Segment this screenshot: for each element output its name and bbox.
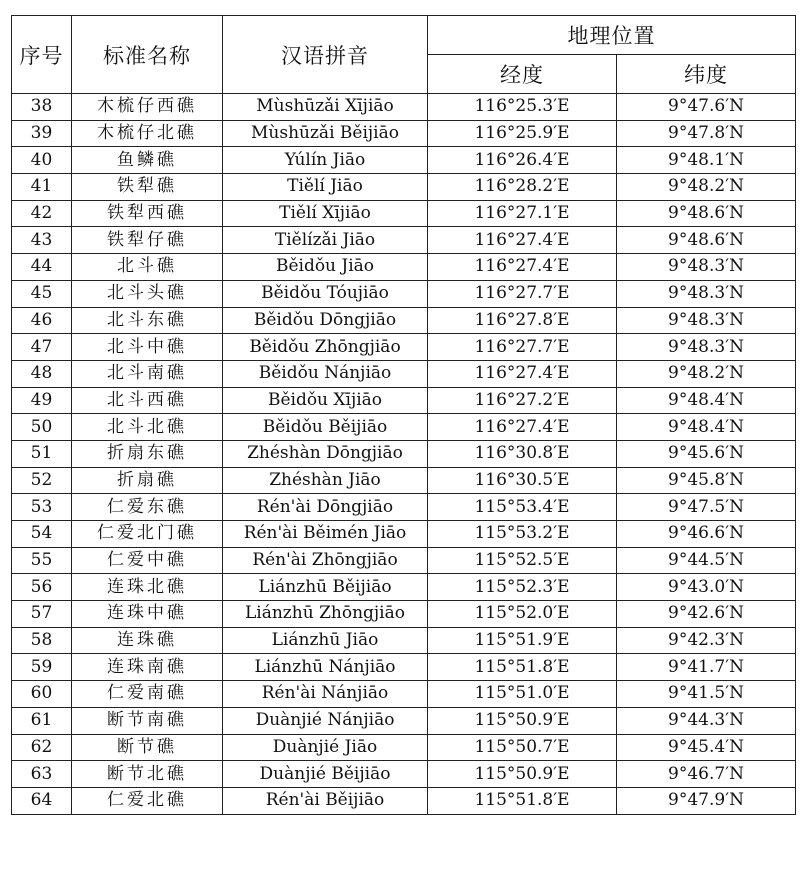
table-row (12, 94, 796, 121)
standard-name-cell: 仁爱东礁 (72, 494, 223, 521)
table-header (12, 16, 796, 94)
pinyin-cell: Běidǒu Dōngjiāo (223, 307, 428, 334)
latitude-cell: 9°44.3′N (617, 707, 796, 734)
longitude-cell: 115°50.9′E (428, 761, 617, 788)
latitude-cell: 9°48.3′N (617, 254, 796, 281)
table-row (12, 467, 796, 494)
table-row (12, 547, 796, 574)
table-body (12, 94, 796, 815)
table-row (12, 120, 796, 147)
table-row (12, 387, 796, 414)
standard-name-cell: 连珠中礁 (72, 601, 223, 628)
longitude-cell: 115°53.2′E (428, 521, 617, 548)
longitude-cell: 116°25.9′E (428, 120, 617, 147)
pinyin-cell: Yúlín Jiāo (223, 147, 428, 174)
serial-number-cell: 42 (12, 200, 72, 227)
longitude-cell: 115°50.9′E (428, 707, 617, 734)
latitude-cell: 9°47.6′N (617, 94, 796, 121)
longitude-cell: 115°50.7′E (428, 734, 617, 761)
latitude-cell: 9°48.3′N (617, 280, 796, 307)
header-latitude: 纬度 (617, 55, 796, 94)
table-row (12, 654, 796, 681)
serial-number-cell: 44 (12, 254, 72, 281)
longitude-cell: 115°51.8′E (428, 654, 617, 681)
longitude-cell: 115°52.3′E (428, 574, 617, 601)
serial-number-cell: 56 (12, 574, 72, 601)
table-row (12, 307, 796, 334)
pinyin-cell: Liánzhū Běijiāo (223, 574, 428, 601)
latitude-cell: 9°48.1′N (617, 147, 796, 174)
latitude-cell: 9°47.5′N (617, 494, 796, 521)
pinyin-cell: Rén'ài Nánjiāo (223, 681, 428, 708)
standard-name-cell: 连珠南礁 (72, 654, 223, 681)
serial-number-cell: 64 (12, 787, 72, 814)
serial-number-cell: 41 (12, 174, 72, 201)
table-row (12, 360, 796, 387)
serial-number-cell: 48 (12, 360, 72, 387)
latitude-cell: 9°45.8′N (617, 467, 796, 494)
pinyin-cell: Rén'ài Zhōngjiāo (223, 547, 428, 574)
header-serial-number: 序号 (12, 16, 72, 94)
pinyin-cell: Duànjié Jiāo (223, 734, 428, 761)
longitude-cell: 116°27.2′E (428, 387, 617, 414)
standard-name-cell: 北斗东礁 (72, 307, 223, 334)
serial-number-cell: 40 (12, 147, 72, 174)
header-geographic-location: 地理位置 (428, 16, 796, 55)
pinyin-cell: Zhéshàn Jiāo (223, 467, 428, 494)
pinyin-cell: Mùshūzǎi Xījiāo (223, 94, 428, 121)
latitude-cell: 9°43.0′N (617, 574, 796, 601)
serial-number-cell: 51 (12, 440, 72, 467)
standard-name-cell: 北斗南礁 (72, 360, 223, 387)
longitude-cell: 116°26.4′E (428, 147, 617, 174)
standard-name-cell: 折扇东礁 (72, 440, 223, 467)
longitude-cell: 116°28.2′E (428, 174, 617, 201)
standard-name-cell: 木梳仔西礁 (72, 94, 223, 121)
serial-number-cell: 57 (12, 601, 72, 628)
standard-name-cell: 北斗中礁 (72, 334, 223, 361)
table-row (12, 574, 796, 601)
serial-number-cell: 60 (12, 681, 72, 708)
standard-name-cell: 铁犁西礁 (72, 200, 223, 227)
standard-name-cell: 连珠北礁 (72, 574, 223, 601)
pinyin-cell: Duànjié Běijiāo (223, 761, 428, 788)
latitude-cell: 9°48.6′N (617, 200, 796, 227)
longitude-cell: 116°27.8′E (428, 307, 617, 334)
serial-number-cell: 52 (12, 467, 72, 494)
latitude-cell: 9°42.6′N (617, 601, 796, 628)
longitude-cell: 116°27.4′E (428, 414, 617, 441)
table-row (12, 280, 796, 307)
serial-number-cell: 62 (12, 734, 72, 761)
latitude-cell: 9°46.6′N (617, 521, 796, 548)
standard-name-cell: 折扇礁 (72, 467, 223, 494)
standard-name-cell: 连珠礁 (72, 627, 223, 654)
table-row (12, 227, 796, 254)
longitude-cell: 115°51.0′E (428, 681, 617, 708)
pinyin-cell: Běidǒu Xījiāo (223, 387, 428, 414)
serial-number-cell: 47 (12, 334, 72, 361)
serial-number-cell: 38 (12, 94, 72, 121)
longitude-cell: 116°27.7′E (428, 280, 617, 307)
standard-name-cell: 断节北礁 (72, 761, 223, 788)
longitude-cell: 116°30.5′E (428, 467, 617, 494)
serial-number-cell: 43 (12, 227, 72, 254)
pinyin-cell: Liánzhū Nánjiāo (223, 654, 428, 681)
standard-name-cell: 北斗北礁 (72, 414, 223, 441)
serial-number-cell: 55 (12, 547, 72, 574)
table-row (12, 681, 796, 708)
latitude-cell: 9°41.7′N (617, 654, 796, 681)
standard-name-cell: 仁爱中礁 (72, 547, 223, 574)
pinyin-cell: Tiělízǎi Jiāo (223, 227, 428, 254)
standard-name-cell: 仁爱北门礁 (72, 521, 223, 548)
longitude-cell: 116°27.7′E (428, 334, 617, 361)
table-row (12, 147, 796, 174)
standard-name-cell: 北斗礁 (72, 254, 223, 281)
pinyin-cell: Běidǒu Běijiāo (223, 414, 428, 441)
table-row (12, 254, 796, 281)
reef-names-table (11, 15, 796, 815)
standard-name-cell: 鱼鳞礁 (72, 147, 223, 174)
longitude-cell: 116°27.4′E (428, 227, 617, 254)
longitude-cell: 116°27.4′E (428, 254, 617, 281)
pinyin-cell: Běidǒu Tóujiāo (223, 280, 428, 307)
longitude-cell: 116°27.4′E (428, 360, 617, 387)
latitude-cell: 9°47.8′N (617, 120, 796, 147)
pinyin-cell: Běidǒu Zhōngjiāo (223, 334, 428, 361)
table-row (12, 440, 796, 467)
pinyin-cell: Běidǒu Jiāo (223, 254, 428, 281)
serial-number-cell: 58 (12, 627, 72, 654)
longitude-cell: 116°25.3′E (428, 94, 617, 121)
table-row (12, 334, 796, 361)
serial-number-cell: 63 (12, 761, 72, 788)
serial-number-cell: 53 (12, 494, 72, 521)
table-row (12, 494, 796, 521)
latitude-cell: 9°45.4′N (617, 734, 796, 761)
standard-name-cell: 仁爱南礁 (72, 681, 223, 708)
pinyin-cell: Mùshūzǎi Běijiāo (223, 120, 428, 147)
serial-number-cell: 54 (12, 521, 72, 548)
latitude-cell: 9°46.7′N (617, 761, 796, 788)
pinyin-cell: Tiělí Xījiāo (223, 200, 428, 227)
pinyin-cell: Liánzhū Jiāo (223, 627, 428, 654)
serial-number-cell: 49 (12, 387, 72, 414)
latitude-cell: 9°47.9′N (617, 787, 796, 814)
latitude-cell: 9°48.3′N (617, 334, 796, 361)
header-row-1 (12, 16, 796, 55)
pinyin-cell: Liánzhū Zhōngjiāo (223, 601, 428, 628)
pinyin-cell: Běidǒu Nánjiāo (223, 360, 428, 387)
latitude-cell: 9°41.5′N (617, 681, 796, 708)
serial-number-cell: 39 (12, 120, 72, 147)
standard-name-cell: 断节南礁 (72, 707, 223, 734)
serial-number-cell: 59 (12, 654, 72, 681)
longitude-cell: 115°51.9′E (428, 627, 617, 654)
latitude-cell: 9°48.4′N (617, 414, 796, 441)
standard-name-cell: 铁犁礁 (72, 174, 223, 201)
longitude-cell: 115°51.8′E (428, 787, 617, 814)
latitude-cell: 9°48.2′N (617, 360, 796, 387)
table-row (12, 734, 796, 761)
longitude-cell: 116°30.8′E (428, 440, 617, 467)
serial-number-cell: 45 (12, 280, 72, 307)
header-longitude: 经度 (428, 55, 617, 94)
pinyin-cell: Zhéshàn Dōngjiāo (223, 440, 428, 467)
pinyin-cell: Rén'ài Běimén Jiāo (223, 521, 428, 548)
standard-name-cell: 木梳仔北礁 (72, 120, 223, 147)
table-row (12, 787, 796, 814)
table-row (12, 200, 796, 227)
table-row (12, 761, 796, 788)
pinyin-cell: Rén'ài Běijiāo (223, 787, 428, 814)
table-row (12, 627, 796, 654)
table-row (12, 601, 796, 628)
latitude-cell: 9°48.4′N (617, 387, 796, 414)
standard-name-cell: 北斗西礁 (72, 387, 223, 414)
table-row (12, 414, 796, 441)
pinyin-cell: Tiělí Jiāo (223, 174, 428, 201)
standard-name-cell: 断节礁 (72, 734, 223, 761)
pinyin-cell: Rén'ài Dōngjiāo (223, 494, 428, 521)
latitude-cell: 9°45.6′N (617, 440, 796, 467)
latitude-cell: 9°48.3′N (617, 307, 796, 334)
header-standard-name: 标准名称 (72, 16, 223, 94)
table-row (12, 521, 796, 548)
latitude-cell: 9°48.6′N (617, 227, 796, 254)
latitude-cell: 9°48.2′N (617, 174, 796, 201)
standard-name-cell: 铁犁仔礁 (72, 227, 223, 254)
longitude-cell: 115°52.5′E (428, 547, 617, 574)
pinyin-cell: Duànjié Nánjiāo (223, 707, 428, 734)
header-pinyin: 汉语拼音 (223, 16, 428, 94)
longitude-cell: 115°53.4′E (428, 494, 617, 521)
longitude-cell: 116°27.1′E (428, 200, 617, 227)
table-row (12, 174, 796, 201)
standard-name-cell: 北斗头礁 (72, 280, 223, 307)
table-row (12, 707, 796, 734)
standard-name-cell: 仁爱北礁 (72, 787, 223, 814)
serial-number-cell: 46 (12, 307, 72, 334)
serial-number-cell: 61 (12, 707, 72, 734)
latitude-cell: 9°44.5′N (617, 547, 796, 574)
longitude-cell: 115°52.0′E (428, 601, 617, 628)
latitude-cell: 9°42.3′N (617, 627, 796, 654)
serial-number-cell: 50 (12, 414, 72, 441)
